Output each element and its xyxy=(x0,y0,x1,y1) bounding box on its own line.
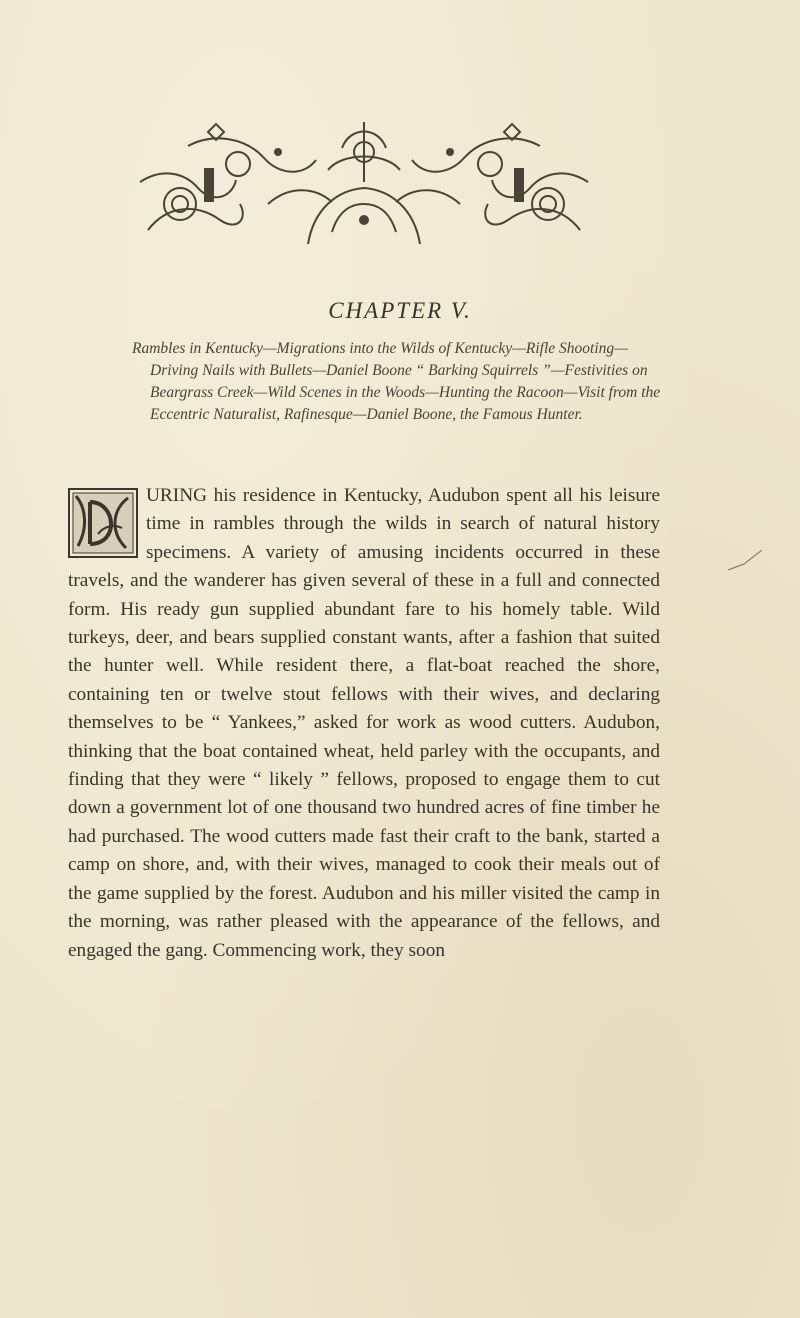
chapter-synopsis: Rambles in Kentucky—Migrations into the Wilds of Kentucky—Rifle Shooting— Driving Nails with Bullets—Daniel Boone “ Barking Squirrels ”—Festivities on Beargrass Creek—Wild Scenes in the Woods—Hunting the Racoon—Visit from the Eccentric Naturalist, Rafinesque—Daniel Boone, the Famous Hunter. xyxy=(132,340,661,423)
paper-mark xyxy=(726,546,766,576)
floral-ornament-icon xyxy=(128,112,600,244)
chapter-title: CHAPTER V. xyxy=(328,298,472,323)
dropcap-d-icon xyxy=(68,488,138,558)
body-paragraph xyxy=(68,482,660,965)
body-text: URING his residence in Kentucky, Audubon spent all his leisure time in rambles through the wilds in search of natural history specimens. A variety of amusing incidents occurred in these travels, and the wanderer has given several of these in a full and connected form. His ready gun supplied abundant fare to his homely table. Wild turkeys, deer, and bears supplied constant wants, after a fashion that suited the hunter well. While resident there, a flat-boat reached the shore, containing ten or twelve stout fellows with their wives, and declaring themselves to be “ Yankees,” asked for work as wood cutters. Audubon, thinking that the boat contained wheat, held parley with the occupants, and finding that they were “ likely ” fellows, proposed to engage them to cut down a government lot of one thousand two hundred acres of fine timber he had purchased. The wood cutters made fast their craft to the bank, started a camp on shore, and, with their wives, managed to cook their meals out of the game supplied by the forest. Audubon and his miller visited the camp in the morning, was rather pleased with the appearance of the fellows, and engaged the gang. Commencing work, they soon xyxy=(68,485,660,961)
